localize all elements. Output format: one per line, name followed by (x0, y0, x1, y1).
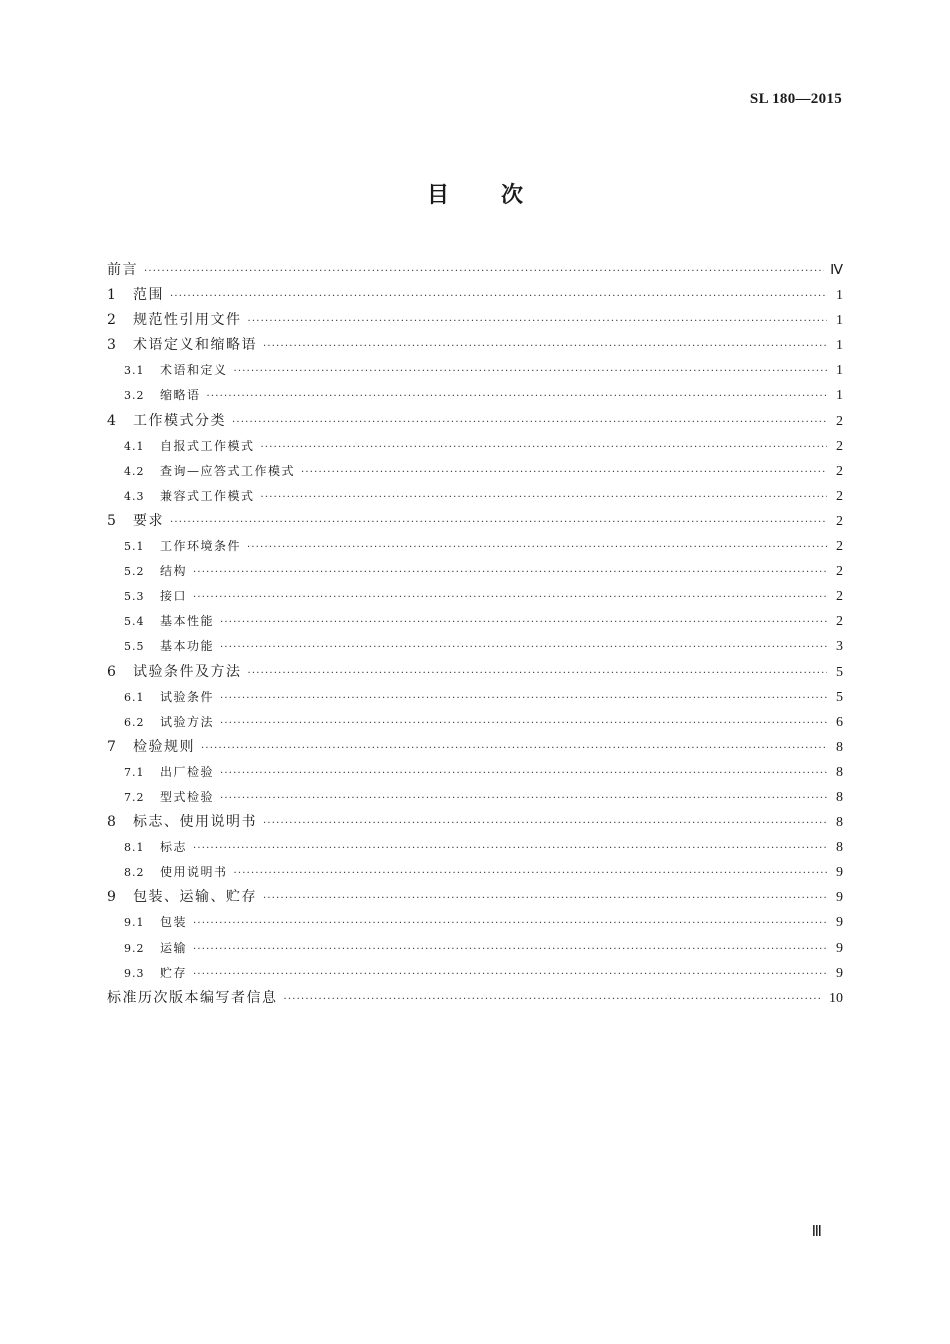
toc-entry-page: 2 (836, 539, 843, 555)
toc-entry-page: 5 (836, 689, 843, 705)
toc-entry-number: 8 (107, 814, 116, 831)
toc-entry-label: 术语定义和缩略语 (133, 337, 257, 354)
toc-entry-label: 试验条件 (160, 689, 215, 704)
toc-entry-page: 8 (836, 840, 843, 856)
toc-entry-label: 包装 (160, 915, 188, 930)
toc-entry-page: 1 (836, 363, 843, 379)
dot-leader (220, 686, 827, 711)
toc-entry-page: 2 (836, 413, 843, 429)
toc-entry-page: 9 (836, 965, 843, 981)
dot-leader (220, 761, 827, 786)
page-number: Ⅲ (811, 1224, 822, 1240)
toc-entry-number: 5.5 (124, 640, 145, 654)
toc-entry-label: 试验方法 (160, 714, 215, 729)
dot-leader (220, 711, 827, 736)
toc-entry-number: 5.3 (124, 590, 145, 604)
toc-entry-number: 4.1 (124, 439, 145, 453)
toc-entry-number: 8.1 (124, 841, 145, 855)
toc-entry-page: 9 (836, 940, 843, 956)
toc-entry[interactable] (107, 358, 843, 383)
dot-leader (220, 786, 827, 811)
toc-entry-label: 基本功能 (160, 639, 215, 654)
table-of-contents (107, 258, 843, 1011)
toc-entry[interactable] (107, 434, 843, 459)
toc-entry-page: 10 (829, 990, 843, 1006)
dot-leader (301, 460, 827, 485)
toc-entry-number: 2 (107, 312, 116, 329)
toc-entry-number: 5.2 (124, 565, 145, 579)
toc-entry[interactable] (107, 760, 843, 785)
toc-entry-number: 9.3 (124, 966, 145, 980)
toc-entry[interactable] (107, 559, 843, 584)
toc-entry[interactable] (107, 735, 843, 760)
toc-entry-label: 标志 (160, 840, 188, 855)
toc-entry[interactable] (107, 785, 843, 810)
toc-entry-number: 5.4 (124, 615, 145, 629)
toc-entry[interactable] (107, 961, 843, 986)
dot-leader (201, 736, 827, 761)
toc-entry-label: 检验规则 (133, 738, 195, 755)
toc-entry-label: 试验条件及方法 (133, 663, 242, 680)
toc-entry-label: 使用说明书 (160, 865, 228, 880)
toc-entry-number: 9 (107, 889, 116, 906)
toc-entry-number: 7.1 (124, 765, 145, 779)
toc-entry[interactable] (107, 383, 843, 408)
toc-entry-label: 查询—应答式工作模式 (160, 463, 296, 478)
dot-leader (248, 309, 828, 334)
toc-entry-number: 4.2 (124, 464, 145, 478)
dot-leader (220, 635, 827, 660)
toc-entry-page: Ⅳ (830, 263, 843, 278)
toc-entry-page: 6 (836, 714, 843, 730)
toc-entry-number: 5.1 (124, 540, 145, 554)
toc-entry[interactable] (107, 910, 843, 935)
dot-leader (263, 886, 827, 911)
dot-leader (247, 535, 827, 560)
toc-entry[interactable] (107, 986, 843, 1011)
toc-entry-page: 2 (836, 463, 843, 479)
toc-entry[interactable] (107, 584, 843, 609)
dot-leader (207, 384, 827, 409)
dot-leader (193, 836, 827, 861)
toc-entry-label: 工作模式分类 (133, 412, 226, 429)
dot-leader (263, 811, 827, 836)
toc-entry-number: 4 (107, 412, 116, 429)
toc-entry[interactable] (107, 660, 843, 685)
toc-entry-page: 5 (836, 664, 843, 680)
toc-entry[interactable] (107, 936, 843, 961)
toc-entry-page: 1 (836, 338, 843, 354)
toc-entry-label: 要求 (133, 512, 164, 529)
toc-entry-page: 8 (836, 739, 843, 755)
toc-entry-label: 结构 (160, 564, 188, 579)
dot-leader (193, 560, 827, 585)
toc-entry-label: 运输 (160, 940, 188, 955)
toc-entry-number: 4.3 (124, 489, 145, 503)
toc-entry-number: 1 (107, 287, 116, 304)
toc-entry-page: 2 (836, 614, 843, 630)
dot-leader (220, 610, 827, 635)
toc-entry-label: 兼容式工作模式 (160, 488, 255, 503)
toc-entry-number: 7 (107, 738, 116, 755)
toc-entry-number: 9.2 (124, 941, 145, 955)
dot-leader (261, 435, 827, 460)
toc-entry-number: 9.1 (124, 916, 145, 930)
toc-entry-number: 6.1 (124, 690, 145, 704)
toc-entry-page: 8 (836, 815, 843, 831)
toc-entry-number: 5 (107, 512, 116, 529)
dot-leader (263, 334, 827, 359)
toc-entry-page: 2 (836, 513, 843, 529)
toc-entry[interactable] (107, 710, 843, 735)
dot-leader (234, 359, 827, 384)
toc-entry-page: 1 (836, 288, 843, 304)
toc-entry-number: 3.1 (124, 364, 145, 378)
toc-entry-number: 6.2 (124, 715, 145, 729)
toc-entry[interactable] (107, 409, 843, 434)
toc-title: 目次 (426, 183, 575, 208)
toc-entry[interactable] (107, 685, 843, 710)
dot-leader (144, 259, 824, 284)
toc-entry-page: 9 (836, 915, 843, 931)
toc-entry-label: 标志、使用说明书 (133, 814, 257, 831)
toc-entry-page: 2 (836, 564, 843, 580)
dot-leader (284, 987, 824, 1012)
toc-entry[interactable] (107, 333, 843, 358)
toc-entry-label: 术语和定义 (160, 363, 228, 378)
toc-entry-label: 型式检验 (160, 789, 215, 804)
toc-entry-number: 6 (107, 663, 116, 680)
dot-leader (234, 861, 827, 886)
toc-entry-label: 标准历次版本编写者信息 (107, 989, 278, 1006)
toc-entry-label: 接口 (160, 589, 188, 604)
dot-leader (248, 661, 828, 686)
toc-entry[interactable] (107, 860, 843, 885)
toc-entry[interactable] (107, 258, 843, 283)
toc-entry-page: 9 (836, 865, 843, 881)
dot-leader (193, 911, 827, 936)
toc-entry[interactable] (107, 509, 843, 534)
toc-entry-page: 2 (836, 488, 843, 504)
toc-entry[interactable] (107, 609, 843, 634)
toc-entry[interactable] (107, 459, 843, 484)
toc-entry[interactable] (107, 283, 843, 308)
toc-entry[interactable] (107, 885, 843, 910)
toc-entry-page: 8 (836, 764, 843, 780)
toc-entry-label: 贮存 (160, 965, 188, 980)
toc-entry[interactable] (107, 835, 843, 860)
dot-leader (170, 284, 827, 309)
toc-entry-number: 3 (107, 337, 116, 354)
toc-entry[interactable] (107, 308, 843, 333)
dot-leader (193, 937, 827, 962)
toc-entry-number: 8.2 (124, 866, 145, 880)
toc-entry-page: 9 (836, 890, 843, 906)
toc-entry-page: 2 (836, 438, 843, 454)
toc-entry-page: 2 (836, 589, 843, 605)
dot-leader (232, 410, 827, 435)
toc-entry[interactable] (107, 534, 843, 559)
dot-leader (261, 485, 827, 510)
toc-entry-label: 缩略语 (160, 388, 201, 403)
toc-entry-page: 1 (836, 388, 843, 404)
toc-entry-page: 8 (836, 789, 843, 805)
toc-entry-number: 7.2 (124, 790, 145, 804)
toc-entry[interactable] (107, 484, 843, 509)
toc-entry-label: 规范性引用文件 (133, 312, 242, 329)
toc-entry[interactable] (107, 810, 843, 835)
toc-entry-page: 3 (836, 639, 843, 655)
toc-entry[interactable] (107, 634, 843, 659)
dot-leader (170, 510, 827, 535)
toc-entry-number: 3.2 (124, 389, 145, 403)
toc-entry-label: 基本性能 (160, 614, 215, 629)
toc-entry-label: 包装、运输、贮存 (133, 889, 257, 906)
toc-entry-label: 范围 (133, 287, 164, 304)
toc-entry-label: 自报式工作模式 (160, 438, 255, 453)
document-code: SL 180—2015 (749, 91, 842, 107)
toc-entry-page: 1 (836, 313, 843, 329)
toc-entry-label: 前言 (107, 262, 138, 278)
toc-entry-label: 工作环境条件 (160, 539, 242, 554)
dot-leader (193, 962, 827, 987)
toc-entry-label: 出厂检验 (160, 764, 215, 779)
dot-leader (193, 585, 827, 610)
